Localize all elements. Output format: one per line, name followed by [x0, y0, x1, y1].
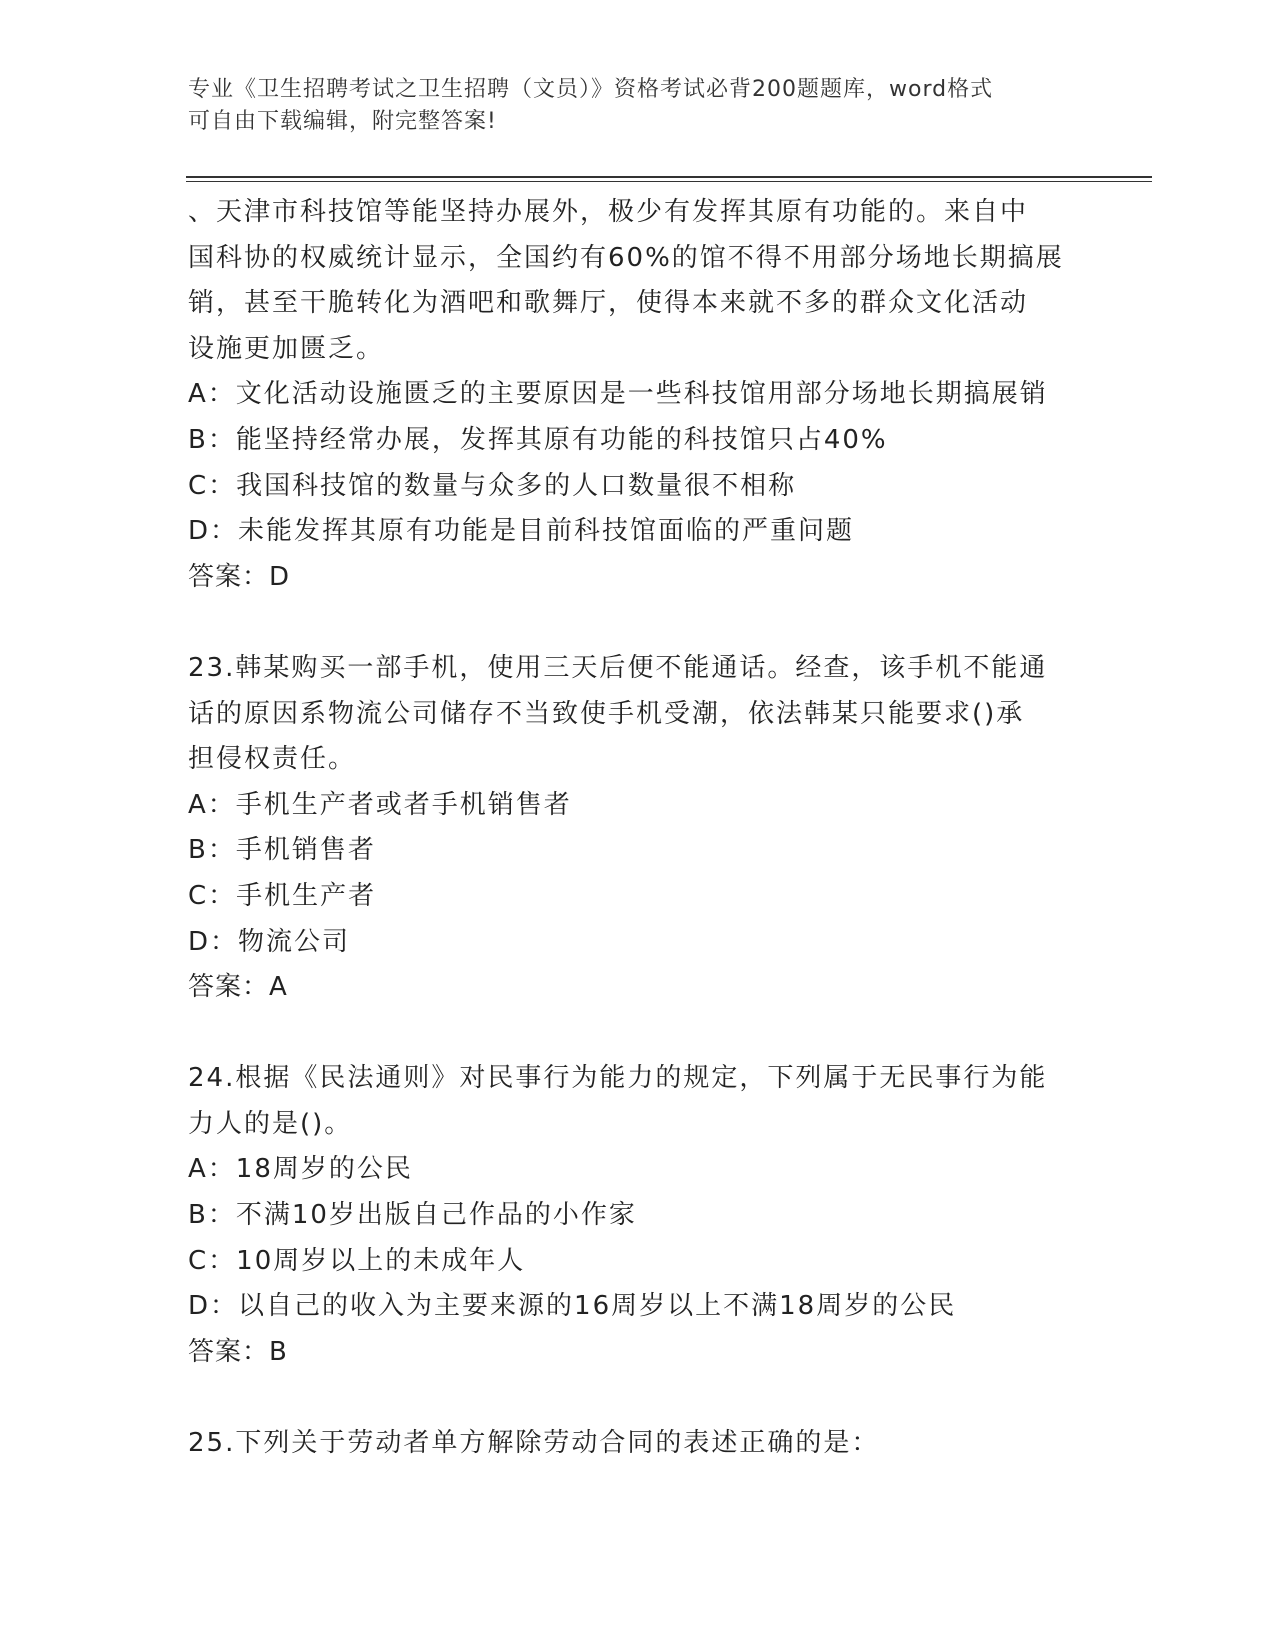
option-d: D：未能发挥其原有功能是目前科技馆面临的严重问题: [188, 516, 855, 547]
passage-line: 国科协的权威统计显示，全国约有60%的馆不得不用部分场地长期搞展: [188, 242, 1064, 273]
option-d: D：以自己的收入为主要来源的16周岁以上不满18周岁的公民: [188, 1291, 957, 1322]
option-c: C：我国科技馆的数量与众多的人口数量很不相称: [188, 470, 797, 501]
answer-label: 答案：A: [188, 972, 288, 1003]
header-title-line-2: 可自由下载编辑，附完整答案!: [188, 109, 497, 134]
question-stem-line: 话的原因系物流公司储存不当致使手机受潮，依法韩某只能要求()承: [188, 698, 1025, 729]
document-body: [188, 190, 1088, 1467]
question-stem-line: 担侵权责任。: [188, 744, 357, 775]
question-stem-line: 24.根据《民法通则》对民事行为能力的规定，下列属于无民事行为能: [188, 1063, 1048, 1094]
question-25: [188, 1421, 1088, 1467]
question-stem-line: 力人的是()。: [188, 1108, 353, 1139]
spacer: [188, 1011, 1088, 1057]
option-b: B：手机销售者: [188, 835, 376, 866]
header-divider-thin: [186, 181, 1152, 182]
option-b: B：不满10岁出版自己作品的小作家: [188, 1200, 637, 1231]
question-stem-line: 25.下列关于劳动者单方解除劳动合同的表述正确的是：: [188, 1428, 880, 1459]
spacer: [188, 600, 1088, 646]
question-24: [188, 1056, 1088, 1375]
header-title-line-1: 专业《卫生招聘考试之卫生招聘（文员）》资格考试必背200题题库，word格式: [188, 77, 994, 102]
question-22-continuation: [188, 190, 1088, 600]
spacer: [188, 1375, 1088, 1421]
option-a: A：文化活动设施匮乏的主要原因是一些科技馆用部分场地长期搞展销: [188, 379, 1048, 410]
option-d: D：物流公司: [188, 926, 351, 957]
answer-label: 答案：B: [188, 1336, 288, 1367]
header-divider-thick: [186, 176, 1152, 178]
passage-line: 销，甚至干脆转化为酒吧和歌舞厅，使得本来就不多的群众文化活动: [188, 288, 1029, 319]
question-stem-line: 23.韩某购买一部手机，使用三天后便不能通话。经查，该手机不能通: [188, 652, 1048, 683]
answer-label: 答案：D: [188, 561, 291, 592]
document-header: [188, 74, 1068, 138]
passage-line: 设施更加匮乏。: [188, 333, 385, 364]
option-b: B：能坚持经常办展，发挥其原有功能的科技馆只占40%: [188, 424, 888, 455]
passage-line: 、天津市科技馆等能坚持办展外，极少有发挥其原有功能的。来自中: [188, 197, 1029, 227]
option-a: A：手机生产者或者手机销售者: [188, 789, 572, 820]
option-c: C：10周岁以上的未成年人: [188, 1245, 526, 1276]
option-a: A：18周岁的公民: [188, 1154, 413, 1185]
question-23: [188, 646, 1088, 1011]
option-c: C：手机生产者: [188, 880, 377, 911]
